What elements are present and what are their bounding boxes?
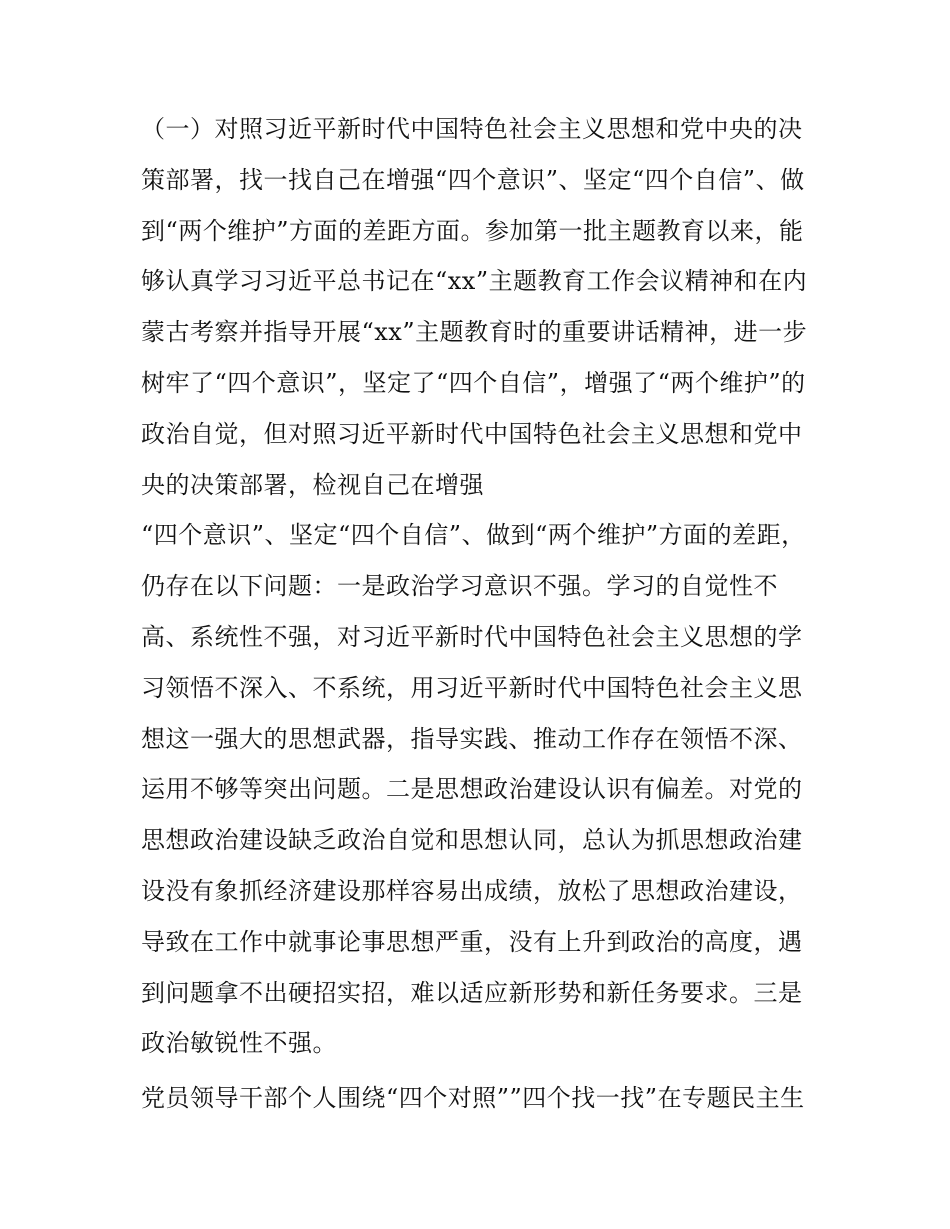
text-line-16: 设没有象抓经济建设那样容易出成绩，放松了思想政治建设， bbox=[141, 876, 803, 905]
text-line-15: 思想政治建设缺乏政治自觉和思想认同，总认为抓思想政治建 bbox=[141, 826, 803, 855]
text-line-9: “四个意识”、坚定“四个自信”、做到“两个维护”方面的差距， bbox=[141, 521, 806, 550]
text-line-3: 到“两个维护”方面的差距方面。参加第一批主题教育以来，能 bbox=[141, 216, 804, 245]
text-line-10: 仍存在以下问题：一是政治学习意识不强。学习的自觉性不 bbox=[141, 572, 778, 601]
text-line-14: 运用不够等突出问题。二是思想政治建设认识有偏差。对党的 bbox=[141, 775, 803, 804]
text-line-6: 树牢了“四个意识”，坚定了“四个自信”，增强了“两个维护”的 bbox=[141, 368, 806, 397]
text-line-11: 高、系统性不强，对习近平新时代中国特色社会主义思想的学 bbox=[141, 622, 803, 651]
text-line-19: 政治敏锐性不强。 bbox=[141, 1029, 337, 1058]
text-line-13: 想这一强大的思想武器，指导实践、推动工作存在领悟不深、 bbox=[141, 724, 803, 753]
text-line-5: 蒙古考察并指导开展“xx”主题教育时的重要讲话精神，进一步 bbox=[141, 318, 808, 347]
text-line-20: 党员领导干部个人围绕“四个对照””四个找一找”在专题民主生 bbox=[141, 1084, 805, 1113]
text-line-17: 导致在工作中就事论事思想严重，没有上升到政治的高度，遇 bbox=[141, 927, 803, 956]
text-line-8: 央的决策部署，检视自己在增强 bbox=[141, 470, 484, 499]
text-line-18: 到问题拿不出硬招实招，难以适应新形势和新任务要求。三是 bbox=[141, 978, 803, 1007]
text-line-1: （一）对照习近平新时代中国特色社会主义思想和党中央的决 bbox=[141, 115, 803, 143]
text-line-7: 政治自觉，但对照习近平新时代中国特色社会主义思想和党中 bbox=[141, 419, 803, 448]
document-body bbox=[141, 104, 821, 1124]
text-line-4: 够认真学习习近平总书记在“xx”主题教育工作会议精神和在内 bbox=[141, 267, 808, 296]
text-line-12: 习领悟不深入、不系统，用习近平新时代中国特色社会主义思 bbox=[141, 673, 803, 702]
text-line-2: 策部署，找一找自己在增强“四个意识”、坚定“四个自信”、做 bbox=[141, 165, 805, 194]
